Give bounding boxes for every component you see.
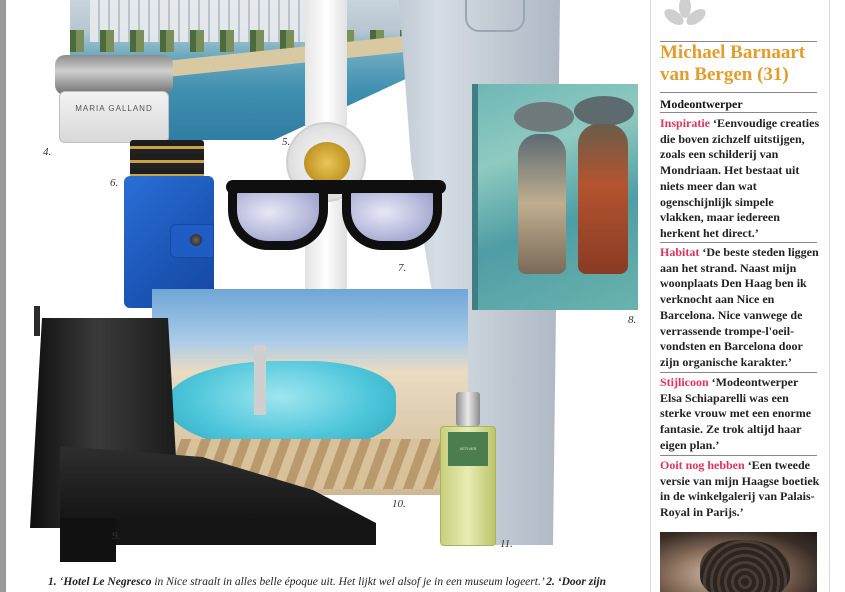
cream-brand-label: MARIA GALLAND — [59, 91, 169, 143]
designer-portrait — [660, 532, 817, 592]
entry-text: ‘Eenvoudige creaties die boven zichzelf uitstijgen, zoals een schilderij van Mondriaan. Het bestaat uit niets meer dan wat ogenschijnlijk simpele vlakken, maar iedereen herkent het direct.’ — [660, 116, 820, 240]
profile-entry-habitat — [660, 245, 820, 371]
cream-jar-photo — [55, 55, 173, 143]
divider — [660, 41, 817, 42]
caption — [48, 576, 648, 588]
divider — [660, 372, 817, 373]
item-number-10: 10. — [392, 498, 406, 510]
entry-label: Inspiratie — [660, 116, 711, 130]
profile-entry-ooit-nog-hebben — [660, 458, 820, 521]
cologne-bottle-photo — [440, 392, 496, 546]
item-number-8: 8. — [628, 314, 637, 326]
caption-hotel-name: Hotel Le Negresco — [63, 576, 152, 588]
item-number-7: 7. — [398, 262, 407, 274]
profile-entry-inspiratie — [660, 116, 820, 242]
divider — [660, 455, 817, 456]
profile-entry-stijlicoon — [660, 375, 820, 454]
item-number-5: 5. — [282, 136, 291, 148]
item-number-4: 4. — [43, 146, 52, 158]
sunglasses-photo — [226, 170, 446, 260]
entry-label: Habitat — [660, 245, 700, 259]
cologne-label: VETIVER — [448, 432, 488, 466]
item-number-9: 9. — [112, 530, 121, 542]
caption-next: 2. ‘Door zijn — [546, 576, 606, 588]
item-number-11: 11. — [500, 538, 513, 550]
entry-label: Stijlicoon — [660, 375, 709, 389]
entry-text: ‘Een tweede versie van mijn Haagse boetiek in de winkelgalerij van Palais-Royal in Parijs.’ — [660, 458, 820, 520]
notebook-photo — [472, 84, 638, 310]
caption-text: in Nice straalt in alles belle époque uit. Het lijkt wel alsof je in een museum logeert.’ — [151, 576, 547, 588]
watch-strap-top — [305, 0, 347, 130]
divider — [660, 242, 817, 243]
flower-icon — [660, 0, 710, 36]
divider — [660, 92, 817, 93]
profile-name: Michael Barnaart van Bergen (31) — [660, 42, 806, 85]
entry-label: Ooit nog hebben — [660, 458, 745, 472]
divider — [660, 112, 817, 113]
page-binding-edge — [0, 0, 6, 592]
caption-open-quote: ‘ — [56, 576, 64, 588]
item-number-6: 6. — [110, 177, 119, 189]
wallet-cards — [130, 140, 204, 180]
caption-number: 1. — [48, 576, 57, 588]
profile-role: Modeontwerper — [660, 97, 743, 111]
entry-text: ‘Modeontwerper Elsa Schiaparelli was een sterke vrouw met een enorme fantasie. Ze trok altijd haar eigen plan.’ — [660, 375, 812, 452]
entry-text: ‘De beste steden liggen aan het strand. Naast mijn woonplaats Den Haag ben ik verknocht aan Nice en Barcelona. Nice vanwege de verrassende trompe-l'oeil-vondsten en Barcelona door zijn organische karakter.’ — [660, 245, 819, 369]
boot-photo — [20, 306, 376, 564]
